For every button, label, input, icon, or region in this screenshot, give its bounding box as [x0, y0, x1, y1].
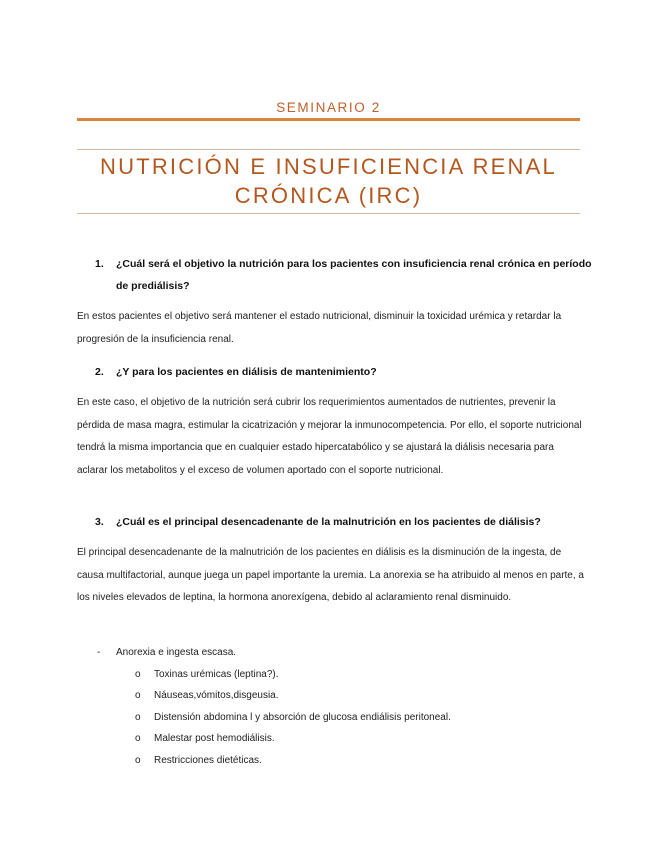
question-text: ¿Y para los pacientes en diálisis de mantenimiento? [116, 366, 377, 378]
question-text: ¿Cuál es el principal desencadenante de la malnutrición en los pacientes de diálisis? [116, 516, 541, 528]
sub-list-item-text: Restricciones dietéticas. [154, 755, 262, 766]
circle-bullet-marker: o [135, 712, 141, 723]
header-divider [77, 118, 580, 121]
title-top-rule [77, 149, 580, 150]
question-number: 2. [95, 366, 104, 378]
question-1 [95, 253, 595, 297]
answer-2: En este caso, el objetivo de la nutrición será cubrir los requerimientos aumentados de nutrientes, prevenir la pérdida de masa magra, estimular la cicatrización y mejorar la inmunocompetencia. Por ello, el soporte nutricional tendrá la misma importancia que en cualquier estado hipercatabólico y se ajustará la diálisis necesaria para aclarar los metabolitos y el exceso de volumen aportado con el soporte nutricional. [77, 397, 582, 476]
sub-list-item-text: Malestar post hemodiálisis. [154, 733, 275, 744]
dash-bullet-marker: - [97, 647, 101, 658]
answer-3: El principal desencadenante de la malnutrición de los pacientes en diálisis es la disminución de la ingesta, de causa multifactorial, aunque juega un papel importante la uremia. La anorexia se ha atribuido al menos en parte, a los niveles elevados de leptina, la hormona anorexígena, debido al aclaramiento renal disminuido. [77, 547, 584, 603]
circle-bullet-marker: o [135, 733, 141, 744]
title-bottom-rule [77, 213, 580, 214]
question-2 [95, 361, 595, 383]
sub-list-item-text: Náuseas,vómitos,disgeusia. [154, 690, 279, 701]
answer-1: En estos pacientes el objetivo será mantener el estado nutricional, disminuir la toxicidad urémica y retardar la progresión de la insuficiencia renal. [77, 311, 562, 345]
question-text: ¿Cuál será el objetivo la nutrición para los pacientes con insuficiencia renal crónica en período de prediálisis? [116, 258, 592, 292]
document-title [77, 152, 580, 210]
list-item-text: Anorexia e ingesta escasa. [116, 647, 237, 658]
circle-bullet-marker: o [135, 755, 141, 766]
circle-bullet-marker: o [135, 690, 141, 701]
circle-bullet-marker: o [135, 669, 141, 680]
running-header: SEMINARIO 2 [276, 100, 381, 115]
title-line-2: CRÓNICA (IRC) [234, 183, 423, 208]
sub-list-item-text: Distensión abdomina l y absorción de glucosa endiálisis peritoneal. [154, 712, 451, 723]
question-3 [95, 511, 595, 533]
question-number: 1. [95, 258, 104, 270]
sub-list-item-text: Toxinas urémicas (leptina?). [154, 669, 279, 680]
title-line-1: NUTRICIÓN E INSUFICIENCIA RENAL [100, 154, 557, 179]
question-number: 3. [95, 516, 104, 528]
